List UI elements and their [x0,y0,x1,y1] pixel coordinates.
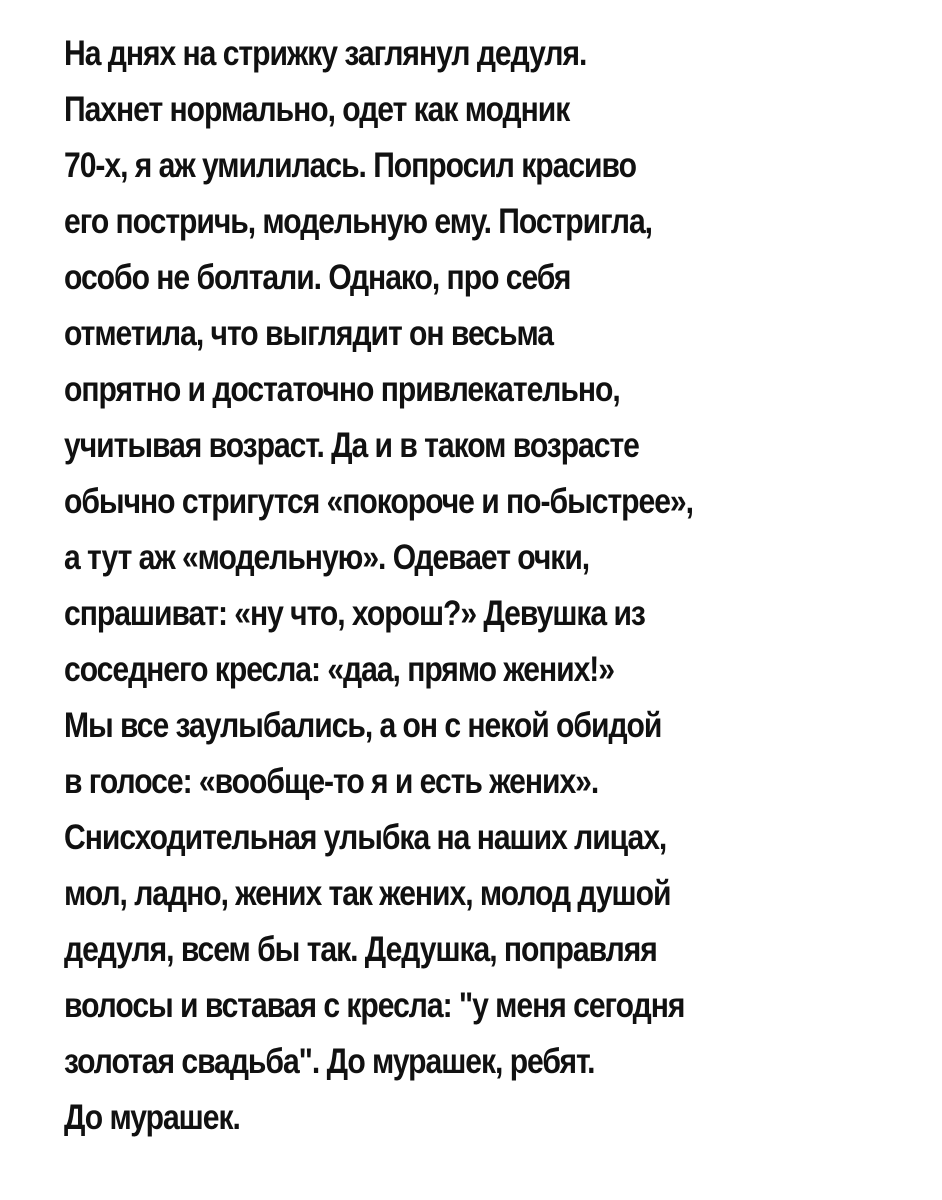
post-line: золотая свадьба". До мурашек, ребят. [64,1042,595,1081]
post-line: Мы все заулыбались, а он с некой обидой [64,706,662,745]
post-line: а тут аж «модельную». Одевает очки, [64,538,590,577]
post-line: Пахнет нормально, одет как модник [64,90,570,129]
post-line: На днях на стрижку заглянул дедуля. [64,34,587,73]
post-line: До мурашек. [64,1098,240,1137]
post-line: волосы и вставая с кресла: "у меня сегодня [64,986,685,1025]
post-text-block [64,26,924,1146]
post-line: дедуля, всем бы так. Дедушка, поправляя [64,930,657,969]
post-line: опрятно и достаточно привлекательно, [64,370,620,409]
post-line: обычно стригутся «покороче и по-быстрее», [64,482,693,521]
post-line: его постричь, модельную ему. Постригла, [64,202,652,241]
post-line: мол, ладно, жених так жених, молод душой [64,874,671,913]
post-line: особо не болтали. Однако, про себя [64,258,571,297]
post-line: в голосе: «вообще-то я и есть жених». [64,762,599,801]
post-line: учитывая возраст. Да и в таком возрасте [64,426,639,465]
post-line: отметила, что выглядит он весьма [64,314,554,353]
post-line: спрашиват: «ну что, хорош?» Девушка из [64,594,645,633]
post-line: 70-х, я аж умилилась. Попросил красиво [64,146,636,185]
post-line: Снисходительная улыбка на наших лицах, [64,818,667,857]
post-line: соседнего кресла: «даа, прямо жених!» [64,650,615,689]
